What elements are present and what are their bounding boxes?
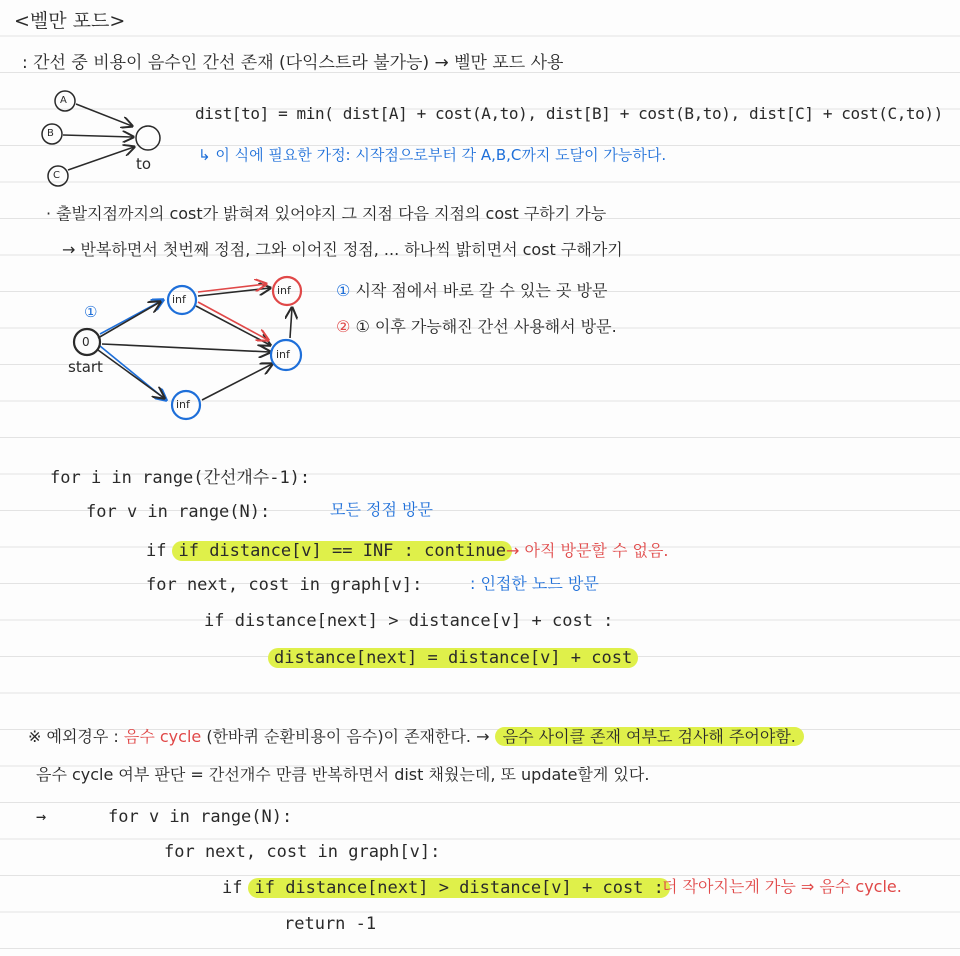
edge-inf3-inf2 — [290, 308, 292, 338]
inf-label-4: inf — [176, 398, 190, 411]
code1-line6-code: distance[next] = distance[v] + cost — [268, 648, 638, 668]
edge-start-inf3 — [102, 344, 270, 352]
start-node-value: 0 — [82, 335, 90, 349]
code2-line4: return -1 — [284, 914, 377, 934]
node-to-label: to — [136, 155, 152, 173]
step-2-text: ① 이후 가능해진 간선 사용해서 방문. — [355, 317, 617, 336]
code1-line4: for next, cost in graph[v]: — [146, 575, 423, 595]
page-title: <벨만 포드> — [14, 10, 126, 32]
start-node-label: start — [68, 358, 103, 376]
code1-line2-note: 모든 정점 방문 — [330, 500, 433, 519]
edge-start-inf4-black — [98, 350, 164, 398]
edge-inf1-inf2-red — [198, 284, 266, 292]
code1-line1: for i in range(간선개수-1): — [50, 468, 311, 488]
code1-line3-code: if distance[v] == INF : continue — [172, 541, 512, 561]
code2-line3-note: 더 작아지는게 가능 ⇒ 음수 cycle. — [662, 877, 902, 896]
edge-a-to — [76, 104, 132, 126]
code2-arrow: → — [36, 807, 47, 827]
code2-line3-code: if distance[next] > distance[v] + cost : — [248, 878, 669, 898]
node-b-label: B — [47, 128, 54, 139]
code2-line3: if if distance[next] > distance[v] + cost : — [222, 877, 670, 899]
edge-c-to — [68, 147, 134, 170]
edge-b-to — [63, 135, 133, 137]
exception-rest: (한바퀴 순환비용이 음수)이 존재한다. → — [206, 727, 490, 746]
edge-start-inf1-black — [98, 302, 160, 338]
node-to — [136, 126, 160, 150]
exception-line — [28, 726, 804, 748]
exception-prefix: ※ 예외경우 : — [28, 727, 119, 746]
step-1-marker: ① — [336, 281, 351, 300]
edge-inf4-inf3 — [202, 364, 272, 400]
note-cost-known: · 출발지점까지의 cost가 밝혀져 있어야지 그 지점 다음 지점의 cost 구하기 가능 — [46, 204, 607, 223]
code2-line2: for next, cost in graph[v]: — [164, 842, 441, 862]
intro-line: : 간선 중 비용이 음수인 간선 존재 (다익스트라 불가능) → 벨만 포드 사용 — [22, 53, 564, 73]
step-2-marker: ② — [336, 317, 351, 336]
exception-detect: 음수 cycle 여부 판단 = 간선개수 만큼 반복하면서 dist 채웠는데, 또 update할게 있다. — [36, 765, 650, 784]
inf-label-3: inf — [276, 348, 290, 361]
step-1 — [336, 280, 607, 302]
code1-line3: if if distance[v] == INF : continue — [146, 540, 512, 562]
node-a-label: A — [60, 95, 67, 106]
code1-line3-note: → 아직 방문할 수 없음. — [506, 541, 669, 560]
formula: dist[to] = min( dist[A] + cost(A,to), dist[B] + cost(B,to), dist[C] + cost(C,to)) — [195, 104, 943, 123]
edge-inf1-inf3-red — [198, 302, 268, 340]
exception-highlight: 음수 사이클 존재 여부도 검사해 주어야함. — [495, 727, 804, 746]
edge-inf1-inf3 — [196, 306, 270, 345]
premise-note: ↳ 이 식에 필요한 가정: 시작점으로부터 각 A,B,C까지 도달이 가능하다. — [198, 146, 667, 164]
code1-line6 — [268, 647, 638, 669]
code1-line5: if distance[next] > distance[v] + cost : — [204, 611, 614, 631]
node-c-label: C — [53, 170, 60, 181]
inf-label-2: inf — [277, 284, 291, 297]
step-2 — [336, 316, 617, 338]
code1-line2: for v in range(N): — [86, 502, 271, 522]
step-1-text: 시작 점에서 바로 갈 수 있는 곳 방문 — [355, 281, 608, 300]
exception-cycle: 음수 cycle — [123, 727, 202, 746]
edge-inf1-inf2 — [198, 288, 270, 296]
note-iterate: → 반복하면서 첫번째 정점, 그와 이어진 정점, ... 하나씩 밝히면서 cost 구해가기 — [62, 240, 623, 259]
inf-label-1: inf — [172, 293, 186, 306]
code1-line4-note: : 인접한 노드 방문 — [470, 574, 599, 593]
code2-line1: for v in range(N): — [108, 807, 293, 827]
graph2-step-marker: ① — [84, 303, 98, 321]
